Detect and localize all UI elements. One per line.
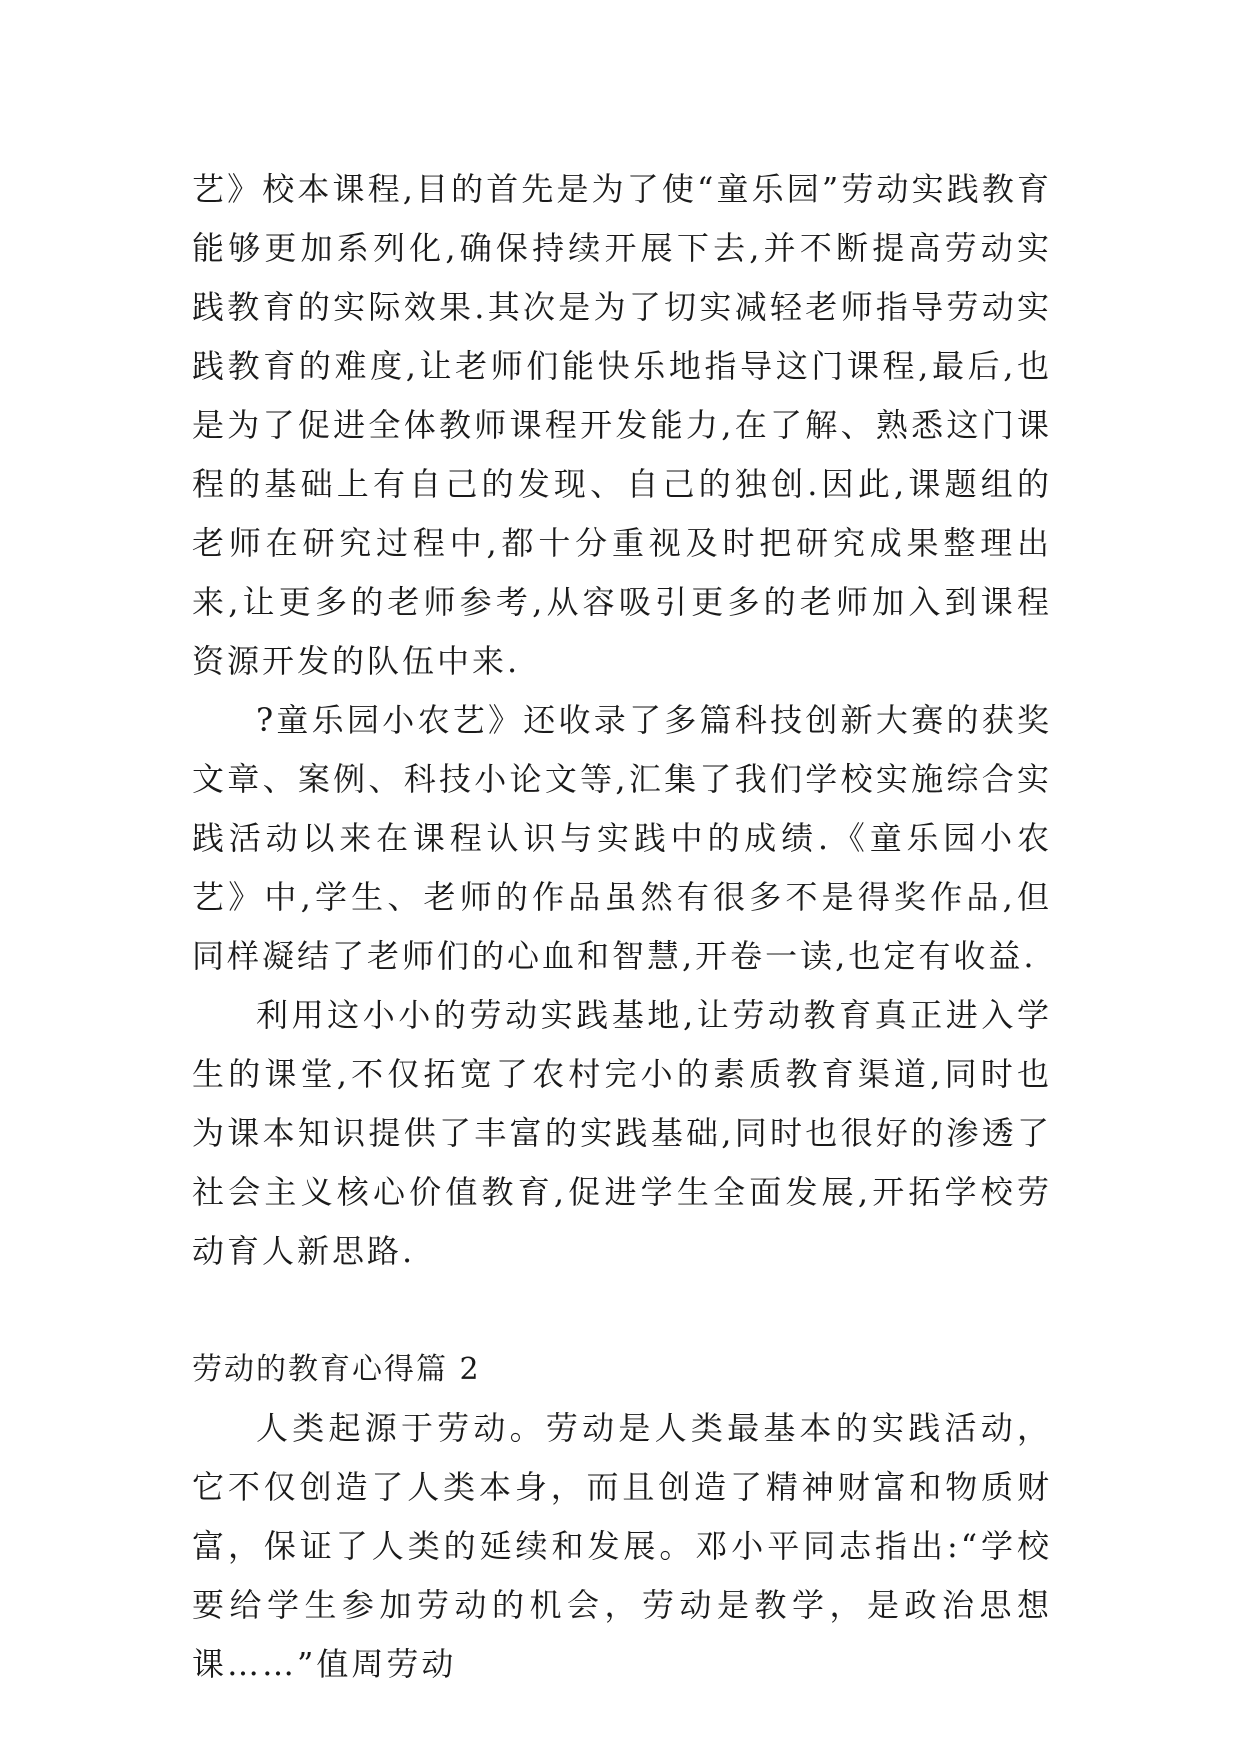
document-body	[192, 160, 1052, 1694]
paragraph-book-contents: ?童乐园小农艺》还收录了多篇科技创新大赛的获奖文章、案例、科技小论文等,汇集了我们学校实施综合实践活动以来在课程认识与实践中的成绩.《童乐园小农艺》中,学生、老师的作品虽然有很多不是得奖作品,但同样凝结了老师们的心血和智慧,开卷一读,也定有收益.	[192, 701, 1052, 975]
paragraph-continuation: 艺》校本课程,目的首先是为了使“童乐园”劳动实践教育能够更加系列化,确保持续开展下去,并不断提高劳动实践教育的实际效果.其次是为了切实减轻老师指导劳动实践教育的难度,让老师们能快乐地指导这门课程,最后,也是为了促进全体教师课程开发能力,在了解、熟悉这门课程的基础上有自己的发现、自己的独创.因此,课题组的老师在研究过程中,都十分重视及时把研究成果整理出来,让更多的老师参考,从容吸引更多的老师加入到课程资源开发的队伍中来.	[192, 170, 1052, 680]
paragraph-labor-origin: 人类起源于劳动。劳动是人类最基本的实践活动，它不仅创造了人类本身，而且创造了精神财富和物质财富，保证了人类的延续和发展。邓小平同志指出:“学校要给学生参加劳动的机会，劳动是教学，是政治思想课……”值周劳动	[192, 1409, 1052, 1683]
paragraph-practice-base: 利用这小小的劳动实践基地,让劳动教育真正进入学生的课堂,不仅拓宽了农村完小的素质教育渠道,同时也为课本知识提供了丰富的实践基础,同时也很好的渗透了社会主义核心价值教育,促进学生全面发展,开拓学校劳动育人新思路.	[192, 996, 1052, 1270]
section-heading: 劳动的教育心得篇 2	[192, 1352, 481, 1387]
